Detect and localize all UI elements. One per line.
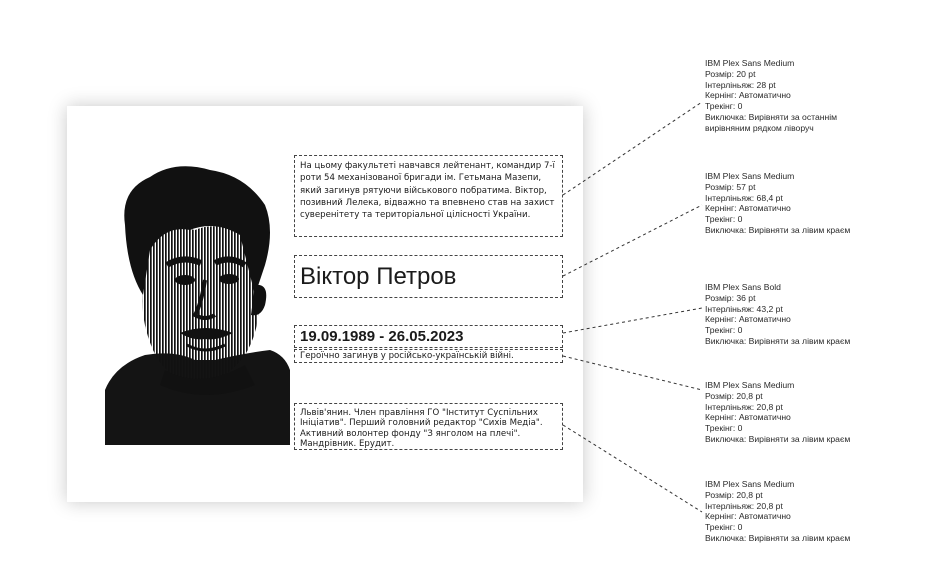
spec-leading: Інтерліньяж: 28 pt [705, 79, 776, 90]
spec-tracking: Трекінг: 0 [705, 101, 743, 112]
spec-kerning: Кернінг: Автоматично [705, 314, 791, 325]
spec-alignment: Виключка: Вирівняти за лівим краєм [705, 532, 851, 543]
spec-leading: Інтерліньяж: 20,8 pt [705, 500, 783, 511]
spec-size: Розмір: 20,8 pt [705, 489, 763, 500]
spec-size: Розмір: 20 pt [705, 68, 756, 79]
person-name: Віктор Петров [300, 263, 457, 290]
spec-bio [705, 479, 850, 544]
spec-size: Розмір: 57 pt [705, 181, 756, 192]
description-text: На цьому факультеті навчався лейтенант, командир 7-ї роти 54 механізованої бригади ім. Гетьмана Мазепи, який загинув рятуючи військового побратима. Віктор, позивний Лелека, відважно та впевнено став на захист суверенітету та територіальної цілісності України. [300, 161, 555, 221]
spec-font: IBM Plex Sans Medium [705, 479, 795, 489]
spec-size: Розмір: 20,8 pt [705, 390, 763, 401]
death-note: Героїчно загинув у російсько-українській війні. [300, 351, 514, 361]
leader-line-1 [563, 102, 702, 195]
spec-font: IBM Plex Sans Medium [705, 171, 795, 181]
bio-text: Львів'янин. Член правління ГО "Інститут Суспільних Ініціатив". Перший головний редактор "Сихів Медіа". Активний волонтер фонду "З янголом на плечі". Мандрівник. Ерудит. [300, 408, 543, 450]
spec-kerning: Кернінг: Автоматично [705, 412, 791, 423]
spec-description [705, 58, 837, 134]
spec-kerning: Кернінг: Автоматично [705, 203, 791, 214]
leader-line-2 [563, 205, 702, 276]
spec-alignment-cont: вирівняним рядком ліворуч [705, 122, 814, 133]
spec-name [705, 171, 850, 236]
spec-size: Розмір: 36 pt [705, 292, 756, 303]
life-dates: 19.09.1989 - 26.05.2023 [300, 328, 464, 345]
leader-line-3 [563, 308, 702, 333]
spec-leading: Інтерліньяж: 68,4 pt [705, 192, 783, 203]
leader-line-4 [563, 356, 702, 390]
spec-font: IBM Plex Sans Bold [705, 282, 781, 292]
spec-tracking: Трекінг: 0 [705, 522, 743, 533]
spec-tracking: Трекінг: 0 [705, 325, 743, 336]
spec-alignment: Виключка: Вирівняти за лівим краєм [705, 224, 851, 235]
spec-font: IBM Plex Sans Medium [705, 380, 795, 390]
spec-death-note [705, 380, 850, 445]
spec-font: IBM Plex Sans Medium [705, 58, 795, 68]
spec-tracking: Трекінг: 0 [705, 214, 743, 225]
spec-alignment: Виключка: Вирівняти за останнім [705, 111, 838, 122]
spec-dates [705, 282, 850, 347]
spec-tracking: Трекінг: 0 [705, 423, 743, 434]
spec-leading: Інтерліньяж: 20,8 pt [705, 401, 783, 412]
spec-alignment: Виключка: Вирівняти за лівим краєм [705, 335, 851, 346]
spec-kerning: Кернінг: Автоматично [705, 90, 791, 101]
spec-leading: Інтерліньяж: 43,2 pt [705, 303, 783, 314]
spec-kerning: Кернінг: Автоматично [705, 511, 791, 522]
spec-alignment: Виключка: Вирівняти за лівим краєм [705, 433, 851, 444]
leader-line-5 [563, 425, 702, 512]
